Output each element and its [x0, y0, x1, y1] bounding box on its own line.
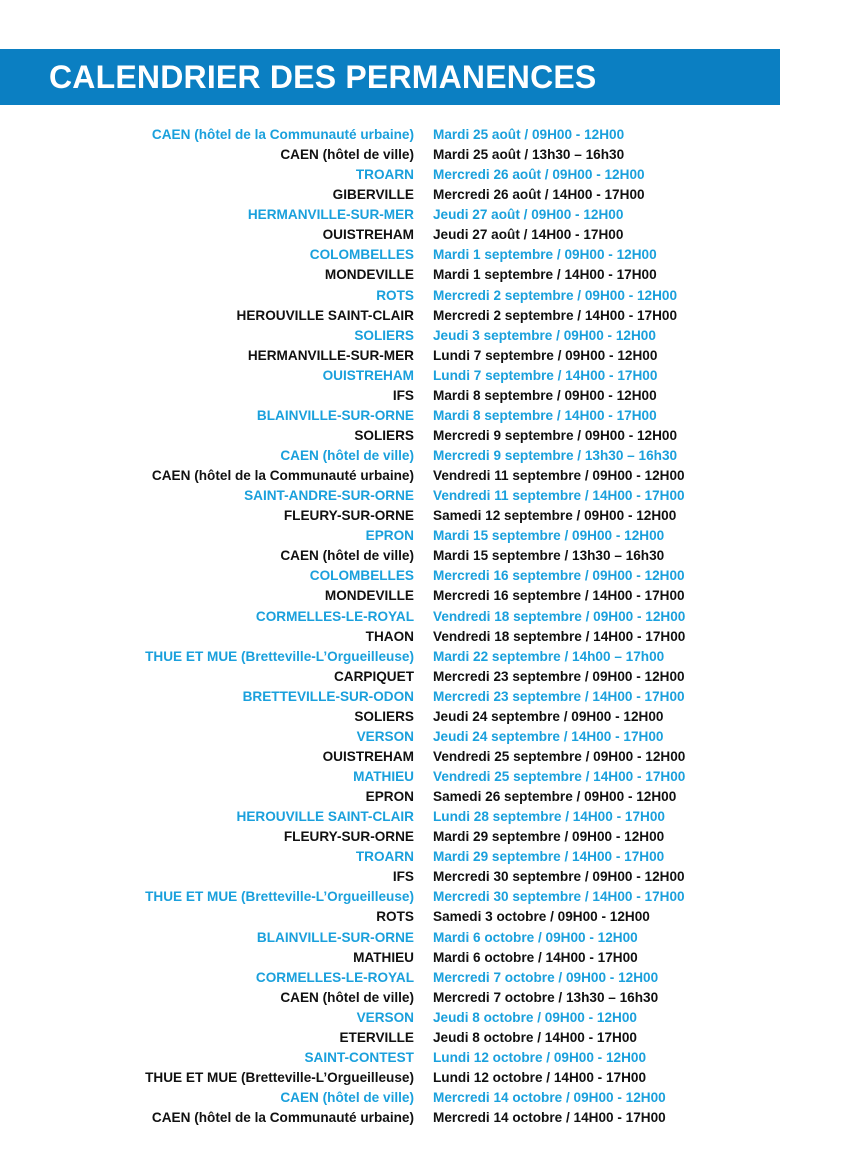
schedule-slot: Lundi 28 septembre / 14H00 - 17H00 [433, 809, 665, 825]
schedule-place: CAEN (hôtel de ville) [280, 1090, 414, 1105]
schedule-place: CAEN (hôtel de la Communauté urbaine) [151, 1110, 414, 1126]
schedule-place: ROTS [376, 909, 414, 925]
schedule-row [0, 586, 848, 606]
schedule-slot: Mercredi 26 août / 14H00 - 17H00 [433, 187, 645, 203]
schedule-row [0, 607, 848, 627]
schedule-row [0, 1048, 848, 1068]
schedule-row [0, 867, 848, 887]
schedule-slot: Jeudi 3 septembre / 09H00 - 12H00 [433, 327, 656, 343]
schedule-slot: Mercredi 14 octobre / 09H00 - 12H00 [433, 1090, 666, 1105]
schedule-place: CAEN (hôtel de ville) [280, 548, 414, 564]
schedule-slot: Vendredi 18 septembre / 14H00 - 17H00 [433, 628, 686, 644]
schedule-row [0, 466, 848, 486]
schedule-place: IFS [392, 869, 414, 885]
schedule-slot: Jeudi 8 octobre / 14H00 - 17H00 [433, 1029, 637, 1045]
schedule-row [0, 306, 848, 326]
schedule-slot: Mardi 8 septembre / 14H00 - 17H00 [433, 407, 657, 423]
schedule-slot: Mardi 15 septembre / 09H00 - 12H00 [433, 528, 665, 544]
schedule-place: CAEN (hôtel de ville) [280, 989, 414, 1005]
schedule-row [0, 1008, 848, 1028]
schedule-row [0, 286, 848, 306]
schedule-row [0, 1028, 848, 1048]
schedule-slot: Mercredi 7 octobre / 09H00 - 12H00 [433, 969, 659, 985]
schedule-row [0, 446, 848, 466]
schedule-slot: Mardi 25 août / 13h30 – 16h30 [433, 147, 625, 163]
schedule-place: HERMANVILLE-SUR-MER [247, 207, 414, 223]
schedule-slot: Mardi 1 septembre / 09H00 - 12H00 [433, 247, 657, 263]
schedule-place: GIBERVILLE [332, 187, 414, 203]
schedule-row [0, 767, 848, 787]
schedule-slot: Mercredi 16 septembre / 09H00 - 12H00 [433, 568, 685, 584]
schedule-slot: Mercredi 23 septembre / 09H00 - 12H00 [433, 668, 685, 684]
schedule-slot: Samedi 12 septembre / 09H00 - 12H00 [433, 508, 677, 524]
schedule-slot: Vendredi 11 septembre / 09H00 - 12H00 [433, 468, 685, 484]
schedule-place: ETERVILLE [339, 1029, 414, 1045]
schedule-place: THUE ET MUE (Bretteville-L’Orgueilleuse) [145, 648, 414, 664]
schedule-row [0, 526, 848, 546]
schedule-place: EPRON [365, 789, 414, 805]
schedule-place: SOLIERS [354, 327, 414, 343]
schedule-row [0, 1088, 848, 1108]
schedule-row [0, 486, 848, 506]
schedule-slot: Vendredi 18 septembre / 09H00 - 12H00 [433, 608, 686, 624]
schedule-slot: Mercredi 30 septembre / 09H00 - 12H00 [433, 869, 685, 885]
schedule-place: CARPIQUET [333, 668, 414, 684]
schedule-row [0, 366, 848, 386]
schedule-place: HEROUVILLE SAINT-CLAIR [236, 307, 414, 323]
schedule-place: CAEN (hôtel de ville) [280, 448, 414, 463]
schedule-slot: Vendredi 25 septembre / 09H00 - 12H00 [433, 748, 686, 764]
schedule-place: TROARN [355, 849, 414, 865]
schedule-row [0, 687, 848, 707]
schedule-place: FLEURY-SUR-ORNE [283, 829, 414, 845]
schedule-place: VERSON [356, 728, 414, 744]
schedule-place: CORMELLES-LE-ROYAL [255, 969, 414, 985]
page-title: CALENDRIER DES PERMANENCES [49, 59, 597, 95]
schedule-slot: Jeudi 24 septembre / 09H00 - 12H00 [433, 708, 664, 724]
schedule-slot: Jeudi 24 septembre / 14H00 - 17H00 [433, 728, 664, 744]
schedule-row [0, 1068, 848, 1088]
schedule-place: COLOMBELLES [309, 247, 414, 263]
schedule-slot: Lundi 12 octobre / 09H00 - 12H00 [433, 1049, 647, 1065]
schedule-slot: Mercredi 2 septembre / 14H00 - 17H00 [433, 307, 678, 323]
schedule-place: THUE ET MUE (Bretteville-L’Orgueilleuse) [145, 889, 414, 905]
schedule-place: CAEN (hôtel de la Communauté urbaine) [151, 127, 414, 142]
schedule-row [0, 948, 848, 968]
schedule-row [0, 245, 848, 265]
schedule-row [0, 185, 848, 205]
schedule-row [0, 1108, 848, 1128]
schedule-place: IFS [392, 387, 414, 403]
schedule-place: BLAINVILLE-SUR-ORNE [256, 929, 414, 945]
schedule-place: VERSON [356, 1009, 414, 1025]
schedule-row [0, 386, 848, 406]
schedule-place: THUE ET MUE (Bretteville-L’Orgueilleuse) [145, 1069, 414, 1085]
schedule-slot: Mardi 6 octobre / 14H00 - 17H00 [433, 949, 638, 965]
schedule-place: MATHIEU [353, 769, 414, 784]
schedule-slot: Mercredi 16 septembre / 14H00 - 17H00 [433, 588, 685, 604]
schedule-row [0, 145, 848, 165]
schedule-place: EPRON [365, 528, 414, 544]
schedule-row [0, 265, 848, 285]
schedule-place: FLEURY-SUR-ORNE [283, 508, 414, 524]
schedule-place: SOLIERS [354, 708, 414, 724]
schedule-row [0, 125, 848, 145]
schedule-slot: Mardi 1 septembre / 14H00 - 17H00 [433, 267, 657, 283]
schedule-slot: Mardi 22 septembre / 14h00 – 17h00 [433, 648, 665, 664]
schedule-slot: Mercredi 26 août / 09H00 - 12H00 [433, 167, 645, 183]
schedule-list [0, 125, 848, 1128]
schedule-slot: Mercredi 23 septembre / 14H00 - 17H00 [433, 688, 685, 704]
schedule-place: TROARN [355, 167, 414, 183]
schedule-place: MATHIEU [353, 949, 414, 965]
schedule-row [0, 807, 848, 827]
schedule-row [0, 426, 848, 446]
schedule-row [0, 747, 848, 767]
schedule-slot: Samedi 26 septembre / 09H00 - 12H00 [433, 789, 677, 805]
schedule-row [0, 707, 848, 727]
schedule-slot: Mercredi 30 septembre / 14H00 - 17H00 [433, 889, 685, 905]
schedule-place: BLAINVILLE-SUR-ORNE [256, 407, 414, 423]
schedule-place: SOLIERS [354, 427, 414, 443]
schedule-row [0, 727, 848, 747]
schedule-place: HEROUVILLE SAINT-CLAIR [236, 809, 414, 825]
schedule-slot: Mercredi 2 septembre / 09H00 - 12H00 [433, 287, 678, 303]
schedule-slot: Lundi 12 octobre / 14H00 - 17H00 [433, 1069, 647, 1085]
schedule-row [0, 165, 848, 185]
schedule-slot: Mardi 8 septembre / 09H00 - 12H00 [433, 387, 657, 403]
schedule-row [0, 546, 848, 566]
schedule-row [0, 346, 848, 366]
schedule-slot: Lundi 7 septembre / 14H00 - 17H00 [433, 367, 658, 383]
schedule-row [0, 406, 848, 426]
schedule-slot: Samedi 3 octobre / 09H00 - 12H00 [433, 909, 650, 925]
schedule-row [0, 506, 848, 526]
schedule-slot: Lundi 7 septembre / 09H00 - 12H00 [433, 347, 658, 363]
schedule-slot: Mardi 29 septembre / 09H00 - 12H00 [433, 829, 665, 845]
schedule-row [0, 627, 848, 647]
schedule-place: CORMELLES-LE-ROYAL [255, 608, 414, 624]
schedule-row [0, 907, 848, 927]
schedule-place: OUISTREHAM [322, 748, 414, 764]
schedule-slot: Mardi 25 août / 09H00 - 12H00 [433, 127, 625, 142]
schedule-place: OUISTREHAM [322, 367, 414, 383]
schedule-slot: Mercredi 7 octobre / 13h30 – 16h30 [433, 989, 659, 1005]
schedule-place: SAINT-CONTEST [304, 1049, 414, 1065]
schedule-row [0, 988, 848, 1008]
schedule-slot: Mardi 29 septembre / 14H00 - 17H00 [433, 849, 665, 865]
schedule-slot: Mercredi 9 septembre / 09H00 - 12H00 [433, 427, 678, 443]
schedule-row [0, 787, 848, 807]
schedule-place: CAEN (hôtel de ville) [280, 147, 414, 163]
schedule-row [0, 827, 848, 847]
schedule-place: CAEN (hôtel de la Communauté urbaine) [151, 468, 414, 484]
schedule-place: BRETTEVILLE-SUR-ODON [242, 688, 414, 704]
schedule-place: ROTS [376, 287, 414, 303]
schedule-row [0, 647, 848, 667]
schedule-place: MONDEVILLE [324, 588, 414, 604]
schedule-row [0, 928, 848, 948]
schedule-slot: Mardi 15 septembre / 13h30 – 16h30 [433, 548, 665, 564]
schedule-row [0, 225, 848, 245]
schedule-place: SAINT-ANDRE-SUR-ORNE [244, 488, 414, 504]
schedule-row [0, 566, 848, 586]
schedule-row [0, 847, 848, 867]
schedule-slot: Jeudi 27 août / 09H00 - 12H00 [433, 207, 624, 223]
schedule-slot: Vendredi 25 septembre / 14H00 - 17H00 [433, 769, 686, 784]
schedule-slot: Vendredi 11 septembre / 14H00 - 17H00 [433, 488, 685, 504]
title-banner [0, 49, 780, 105]
schedule-place: COLOMBELLES [309, 568, 414, 584]
schedule-slot: Mercredi 14 octobre / 14H00 - 17H00 [433, 1110, 666, 1126]
schedule-row [0, 205, 848, 225]
schedule-slot: Mardi 6 octobre / 09H00 - 12H00 [433, 929, 638, 945]
schedule-slot: Jeudi 8 octobre / 09H00 - 12H00 [433, 1009, 637, 1025]
schedule-row [0, 667, 848, 687]
schedule-place: OUISTREHAM [322, 227, 414, 243]
schedule-slot: Mercredi 9 septembre / 13h30 – 16h30 [433, 448, 678, 463]
schedule-row [0, 887, 848, 907]
schedule-place: HERMANVILLE-SUR-MER [247, 347, 414, 363]
schedule-slot: Jeudi 27 août / 14H00 - 17H00 [433, 227, 624, 243]
schedule-place: THAON [365, 628, 414, 644]
schedule-row [0, 968, 848, 988]
schedule-row [0, 326, 848, 346]
schedule-place: MONDEVILLE [324, 267, 414, 283]
